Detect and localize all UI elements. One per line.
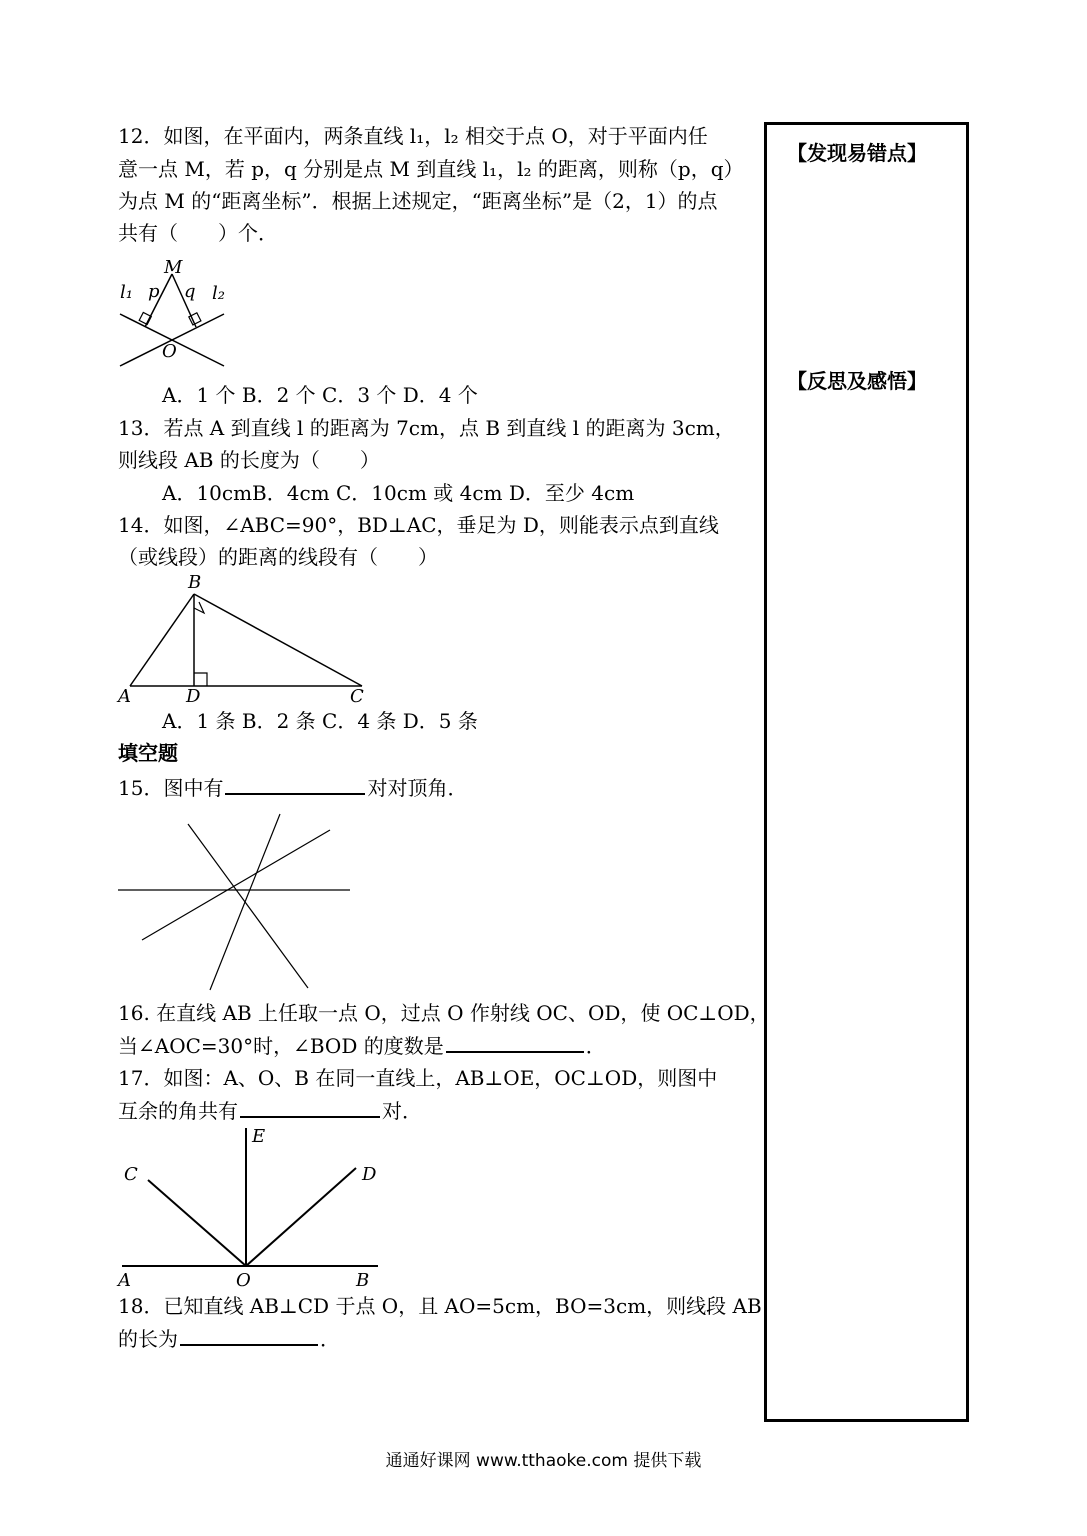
q13-options: A．10cmB．4cm C．10cm 或 4cm D．至少 4cm [162,481,635,505]
q12-line1: 12．如图，在平面内，两条直线 l₁，l₂ 相交于点 O，对于平面内任 [118,124,708,148]
fig17-label-O: O [236,1270,251,1291]
q18-answer-blank[interactable] [180,1326,318,1346]
q16-prefix: 当∠AOC=30°时，∠BOD 的度数是 [118,1034,444,1058]
q16-suffix: ． [585,1034,606,1058]
q15-figure [116,810,356,995]
fig17-label-A: A [118,1270,131,1291]
q14-options: A．1 条 B．2 条 C．4 条 D．5 条 [162,709,478,733]
q14-line1: 14．如图，∠ABC=90°，BD⊥AC，垂足为 D，则能表示点到直线 [118,513,719,537]
page-footer: 通通好课网 www.tthaoke.com 提供下载 [385,1451,702,1471]
q17-suffix: 对． [382,1099,422,1123]
q18-line2 [118,1326,340,1351]
q17-line2 [118,1098,422,1123]
q15-line [118,775,467,800]
q18-suffix: ． [320,1327,340,1351]
q16-line2 [118,1033,606,1058]
q13-line2: 则线段 AB 的长度为（ ） [118,448,380,472]
q12-figure [116,256,236,371]
section-title-fill-in: 填空题 [118,741,178,765]
q17-answer-blank[interactable] [240,1098,380,1118]
fig12-label-M: M [164,257,183,278]
q15-answer-blank[interactable] [225,775,365,795]
q12-line2: 意一点 M，若 p，q 分别是点 M 到直线 l₁，l₂ 的距离，则称（p，q） [118,157,744,181]
fig12-label-p: p [148,281,160,302]
q12-options: A．1 个 B．2 个 C．3 个 D．4 个 [162,383,478,407]
fig12-label-O: O [162,341,177,362]
sidebar-heading-reflection: 【反思及感悟】 [787,369,927,393]
fig17-label-C: C [124,1164,138,1185]
fig14-label-B: B [188,572,202,593]
fig14-label-C: C [350,686,364,707]
fig17-label-B: B [356,1270,370,1291]
q17-line1: 17．如图：A、O、B 在同一直线上，AB⊥OE，OC⊥OD，则图中 [118,1066,718,1090]
q14-figure [116,570,376,708]
sidebar-heading-mistakes: 【发现易错点】 [787,141,927,165]
q17-prefix: 互余的角共有 [118,1099,238,1123]
q13-line1: 13．若点 A 到直线 l 的距离为 7cm，点 B 到直线 l 的距离为 3cm， [118,416,735,440]
q18-line1: 18．已知直线 AB⊥CD 于点 O，且 AO=5cm，BO=3cm，则线段 AB [118,1294,762,1318]
q14-line2: （或线段）的距离的线段有（ ） [118,545,438,569]
q18-prefix: 的长为 [118,1327,178,1351]
fig12-label-l1: l₁ [120,282,133,303]
q15-suffix: 对对顶角． [367,776,468,800]
fig14-label-A: A [118,686,131,707]
fig17-label-E: E [252,1126,266,1147]
q16-line1: 16. 在直线 AB 上任取一点 O，过点 O 作射线 OC、OD，使 OC⊥OD， [118,1001,770,1025]
fig17-label-D: D [362,1164,377,1185]
fig14-label-D: D [186,686,201,707]
q16-answer-blank[interactable] [446,1033,584,1053]
fig12-label-l2: l₂ [212,283,225,304]
q17-figure [116,1122,386,1292]
q12-line3: 为点 M 的“距离坐标”．根据上述规定，“距离坐标”是（2，1）的点 [118,189,718,213]
q15-prefix: 15．图中有 [118,776,224,800]
q12-line4: 共有（ ）个． [118,221,278,245]
notes-sidebar [764,122,969,1422]
fig12-label-q: q [184,281,196,302]
